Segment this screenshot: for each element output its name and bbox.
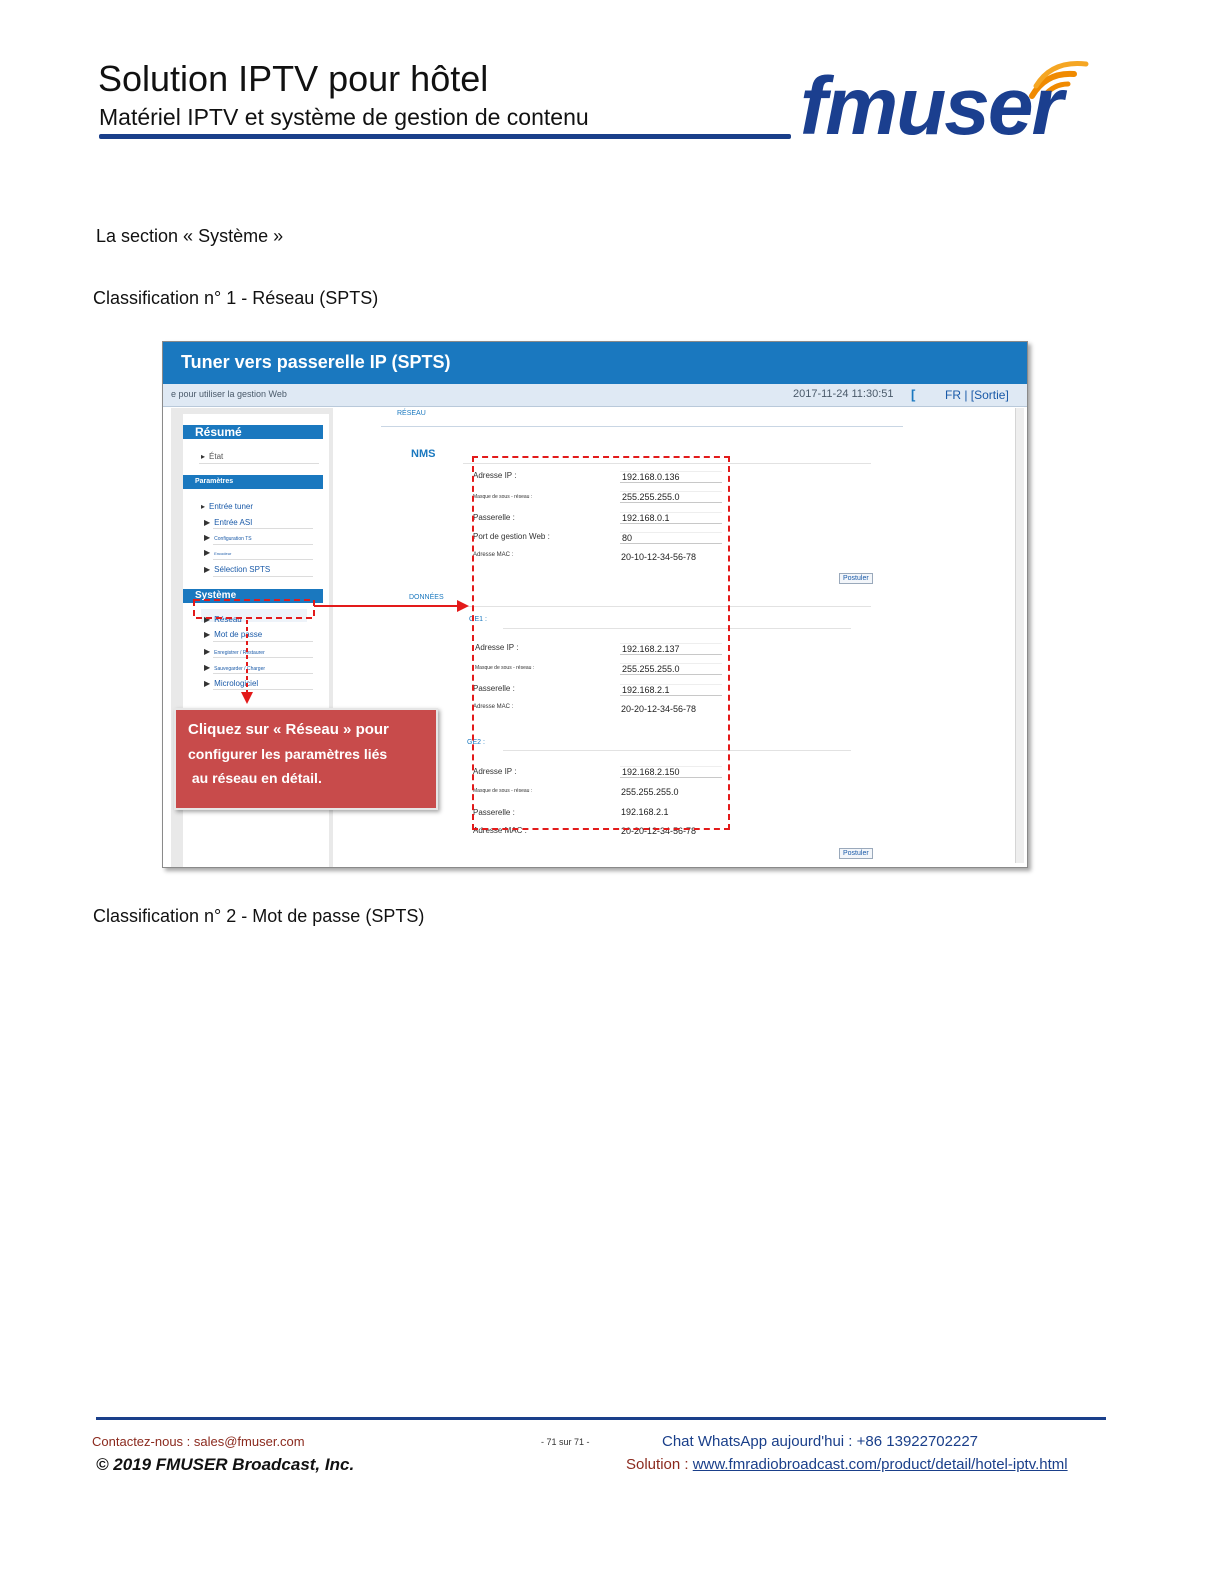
document-subtitle: Matériel IPTV et système de gestion de contenu bbox=[99, 104, 589, 130]
nms-mac-label: Adresse MAC : bbox=[473, 552, 514, 558]
callout-line-3: au réseau en détail. bbox=[188, 770, 322, 786]
instruction-callout bbox=[174, 708, 438, 810]
ge1-ip-label: Adresse IP : bbox=[475, 643, 519, 652]
classification-1-heading: Classification n° 1 - Réseau (SPTS) bbox=[93, 288, 379, 308]
ge2-mask-value[interactable]: 255.255.255.0 bbox=[621, 787, 679, 797]
footer-contact[interactable]: Contactez-nous : sales@fmuser.com bbox=[92, 1434, 305, 1449]
ge2-ip-input[interactable]: 192.168.2.150 bbox=[620, 766, 722, 778]
sidebar-summary-header[interactable]: Résumé bbox=[183, 425, 323, 439]
apply-button-nms[interactable]: Postuler bbox=[839, 573, 873, 584]
ge1-mac-value: 20-20-12-34-56-78 bbox=[621, 704, 697, 714]
sidebar-item-encodeur[interactable]: ▶ Encodeur bbox=[204, 548, 232, 557]
callout-line-1: Cliquez sur « Réseau » pour bbox=[188, 721, 389, 738]
nms-ip-input[interactable]: 192.168.0.136 bbox=[620, 471, 722, 483]
footer-solution bbox=[626, 1456, 1068, 1473]
ge2-gateway-value[interactable]: 192.168.2.1 bbox=[621, 807, 669, 817]
sidebar-system-header[interactable]: Système bbox=[183, 589, 323, 603]
ge2-mac-label: Adresse MAC : bbox=[473, 826, 527, 835]
classification-2-heading: Classification n° 2 - Mot de passe (SPTS) bbox=[93, 906, 425, 926]
sidebar-item-micrologiciel[interactable]: ▶ Micrologiciel bbox=[204, 679, 259, 688]
triangle-icon: ▶ bbox=[204, 647, 211, 656]
sidebar-params-header[interactable]: Paramètres bbox=[183, 475, 323, 489]
section-reseau-label: RÉSEAU bbox=[397, 410, 426, 417]
ge2-label: GE2 : bbox=[467, 739, 485, 746]
ge1-ip-input[interactable]: 192.168.2.137 bbox=[620, 643, 722, 655]
nms-gateway-label: Passerelle : bbox=[473, 513, 515, 522]
callout-line-2: configurer les paramètres liés bbox=[188, 746, 388, 762]
web-management-text: e pour utiliser la gestion Web bbox=[171, 389, 287, 399]
triangle-icon: ▶ bbox=[204, 518, 211, 527]
sidebar-item-entree-tuner[interactable]: ▸ Entrée tuner bbox=[201, 502, 254, 511]
ge1-gateway-label: Passerelle : bbox=[473, 684, 515, 693]
app-title: Tuner vers passerelle IP (SPTS) bbox=[181, 352, 451, 372]
section-heading: La section « Système » bbox=[96, 226, 284, 246]
language-logout-links[interactable]: FR | [Sortie] bbox=[945, 388, 1009, 402]
triangle-icon: ▶ bbox=[204, 548, 211, 557]
donnees-label: DONNÉES bbox=[409, 594, 444, 601]
triangle-icon: ▶ bbox=[204, 533, 211, 542]
sidebar-item-entree-asi[interactable]: ▶ Entrée ASI bbox=[204, 518, 253, 527]
ge1-mac-label: Adresse MAC : bbox=[473, 704, 514, 710]
solution-link[interactable]: www.fmradiobroadcast.com/product/detail/hotel-iptv.html bbox=[692, 1456, 1068, 1473]
apply-button-data[interactable]: Postuler bbox=[839, 848, 873, 859]
nms-port-label: Port de gestion Web : bbox=[473, 532, 550, 541]
bullet-icon: ▸ bbox=[201, 452, 206, 461]
bullet-icon: ▸ bbox=[201, 502, 206, 511]
document-title: Solution IPTV pour hôtel bbox=[98, 58, 489, 99]
fmuser-logo bbox=[800, 56, 1100, 152]
page-number: - 71 sur 71 - bbox=[541, 1437, 590, 1447]
triangle-icon: ▶ bbox=[204, 663, 211, 672]
sidebar-item-reseau[interactable]: ▶ Réseau bbox=[204, 615, 242, 624]
footer-copyright: © 2019 FMUSER Broadcast, Inc. bbox=[96, 1455, 355, 1474]
nms-ip-label: Adresse IP : bbox=[473, 471, 517, 480]
triangle-icon: ▶ bbox=[204, 679, 211, 688]
ge1-mask-input[interactable]: 255.255.255.0 bbox=[620, 663, 722, 675]
nms-mask-label: Masque de sous - réseau : bbox=[473, 494, 533, 500]
nms-gateway-input[interactable]: 192.168.0.1 bbox=[620, 512, 722, 524]
ge2-mask-label: Masque de sous - réseau : bbox=[473, 788, 533, 794]
sidebar-item-mot-de-passe[interactable]: ▶ Mot de passe bbox=[204, 630, 263, 639]
triangle-icon: ▶ bbox=[204, 630, 211, 639]
datetime-display: 2017-11-24 11:30:51 bbox=[793, 388, 894, 400]
ge1-gateway-input[interactable]: 192.168.2.1 bbox=[620, 684, 722, 696]
footer-whatsapp[interactable]: Chat WhatsApp aujourd'hui : +86 13922702227 bbox=[662, 1433, 979, 1450]
ge2-gateway-label: Passerelle : bbox=[473, 808, 515, 817]
ge2-mac-value: 20-20-12-34-56-78 bbox=[621, 826, 697, 836]
triangle-icon: ▶ bbox=[204, 565, 211, 574]
solution-prefix: Solution : bbox=[626, 1456, 693, 1473]
sidebar-item-enregistrer[interactable]: ▶ Enregistrer / Restaurer bbox=[204, 647, 265, 656]
footer-rule bbox=[96, 1417, 1106, 1420]
scrollbar[interactable] bbox=[1015, 408, 1024, 863]
sidebar-item-etat[interactable]: ▸ État bbox=[201, 452, 224, 461]
nms-mask-input[interactable]: 255.255.255.0 bbox=[620, 491, 722, 503]
sidebar-item-config-ts[interactable]: ▶ Configuration TS bbox=[204, 533, 252, 542]
ge1-mask-label: Masque de sous - réseau : bbox=[475, 665, 535, 671]
network-settings-screenshot bbox=[162, 341, 1028, 868]
triangle-icon: ▶ bbox=[204, 615, 211, 624]
sidebar-item-sauvegarder[interactable]: ▶ Sauvegarder / Charger bbox=[204, 663, 266, 672]
ge2-ip-label: Adresse IP : bbox=[473, 767, 517, 776]
ge1-label: GE1 : bbox=[469, 616, 487, 623]
sidebar-item-selection-spts[interactable]: ▶ Sélection SPTS bbox=[204, 565, 271, 574]
nms-port-input[interactable]: 80 bbox=[620, 532, 722, 544]
bracket-glyph: [ bbox=[911, 387, 916, 402]
logo-wordmark: fmuser bbox=[800, 61, 1062, 152]
nms-label: NMS bbox=[411, 448, 436, 460]
header-rule bbox=[99, 134, 791, 139]
nms-mac-value: 20-10-12-34-56-78 bbox=[621, 552, 697, 562]
